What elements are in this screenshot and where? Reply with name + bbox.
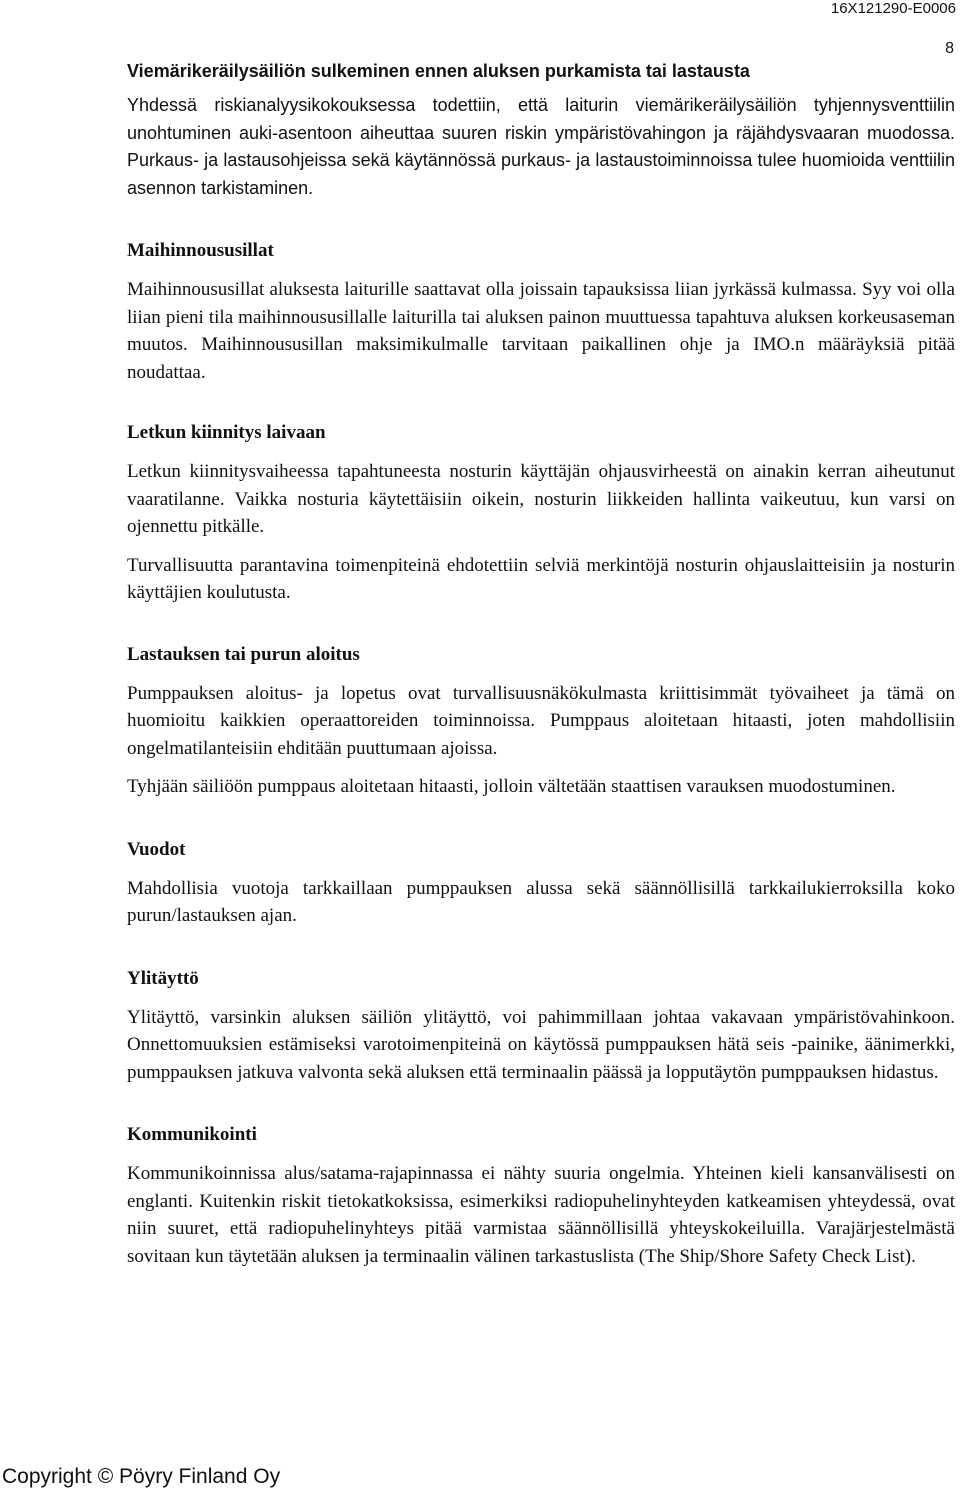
section-paragraph: Turvallisuutta parantavina toimenpiteinä ehdotettiin selviä merkintöjä nosturin ohjauslaitteisiin ja nosturin käyttäjien koulutusta.	[127, 554, 955, 603]
section-paragraph: Pumppauksen aloitus- ja lopetus ovat turvallisuusnäkökulmasta kriittisimmät työvaiheet ja tämä on huomioitu kaikkien operaattoreiden toiminnoissa. Pumppaus aloitetaan hitaasti, joten mahdollisiin ongelmatilanteisiin ehditään puuttumaan ajoissa.	[127, 682, 955, 759]
section-overfill	[127, 966, 955, 1087]
section-title: Maihinnoususillat	[127, 240, 274, 261]
section-title: Vuodot	[127, 838, 186, 860]
page-content	[127, 58, 955, 1270]
section-paragraph: Ylitäyttö, varsinkin aluksen säiliön ylitäyttö, voi pahimmillaan johtaa vakavaan ympäristövahinkoon. Onnettomuuksien estämiseksi varotoimenpiteinä on käytössä pumppauksen hätä seis -painike, äänimerkki, pumppauksen jatkuva valvonta sekä aluksen että terminaalin päässä ja lopputäytön pumppauksen hidastus.	[127, 1006, 955, 1083]
section-leaks	[127, 837, 955, 930]
section-title: Viemärikeräilysäiliön sulkeminen ennen aluksen purkamista tai lastausta	[127, 61, 750, 81]
page-number: 8	[945, 40, 954, 57]
section-paragraph: Kommunikoinnissa alus/satama-rajapinnassa ei nähty suuria ongelmia. Yhteinen kieli kansanvälisesti on englanti. Kuitenkin riskit tietokatkoksissa, esimerkiksi radiopuhelinyhteyden katkeamisen yhteydessä, ovat niin suuret, että radiopuhelinyhteys pitää varmistaa säännöllisillä yhteyskokeiluilla. Varajärjestelmästä sovitaan kun täytetään aluksen ja terminaalin välinen tarkastuslista (The Ship/Shore Safety Check List).	[127, 1163, 955, 1267]
section-title: Lastauksen tai purun aloitus	[127, 643, 360, 665]
section-paragraph: Yhdessä riskianalyysikokouksessa todettiin, että laiturin viemärikeräilysäiliön tyhjennysventtiilin unohtuminen auki-asentoon aiheuttaa suuren riskin ympäristövahingon ja räjähdysvaaran muodossa. Purkaus- ja lastausohjeissa sekä käytännössä purkaus- ja lastaustoiminnoissa tulee huomioida venttiilin asennon tarkistaminen.	[127, 95, 955, 198]
section-paragraph: Tyhjään säiliöön pumppaus aloitetaan hitaasti, jolloin vältetään staattisen varauksen muodostuminen.	[127, 776, 896, 797]
section-communication	[127, 1122, 955, 1270]
section-sewer-tank	[127, 58, 955, 202]
section-paragraph: Maihinnoususillat aluksesta laiturille saattavat olla joissain tapauksissa liian jyrkässä kulmassa. Syy voi olla liian pieni tila maihinnoususillalle laiturilla tai aluksen painon muuttuessa tapahtuva aluksen korkeusaseman muutos. Maihinnoususillan maksimikulmalle tarvitaan paikallinen ohje ja IMO.n määräyksiä pitää noudattaa.	[127, 279, 955, 383]
section-paragraph: Mahdollisia vuotoja tarkkaillaan pumppauksen alussa sekä säännöllisillä tarkkailukierroksilla koko purun/lastauksen ajan.	[127, 877, 955, 926]
section-title: Ylitäyttö	[127, 967, 199, 989]
section-hose-attachment	[127, 420, 955, 607]
document-code: 16X121290-E0006	[830, 0, 956, 17]
section-title: Kommunikointi	[127, 1124, 257, 1145]
copyright-footer: Copyright © Pöyry Finland Oy	[2, 1465, 281, 1488]
section-gangways	[127, 238, 955, 386]
section-paragraph: Letkun kiinnitysvaiheessa tapahtuneesta nosturin käyttäjän ohjausvirheestä on ainakin kerran aiheutunut vaaratilanne. Vaikka nosturia käytettäisiin oikein, nosturin liikkeiden hallinta vaikeutuu, kun varsi on ojennettu pitkälle.	[127, 461, 955, 537]
section-loading-start	[127, 642, 955, 801]
section-title: Letkun kiinnitys laivaan	[127, 422, 326, 443]
